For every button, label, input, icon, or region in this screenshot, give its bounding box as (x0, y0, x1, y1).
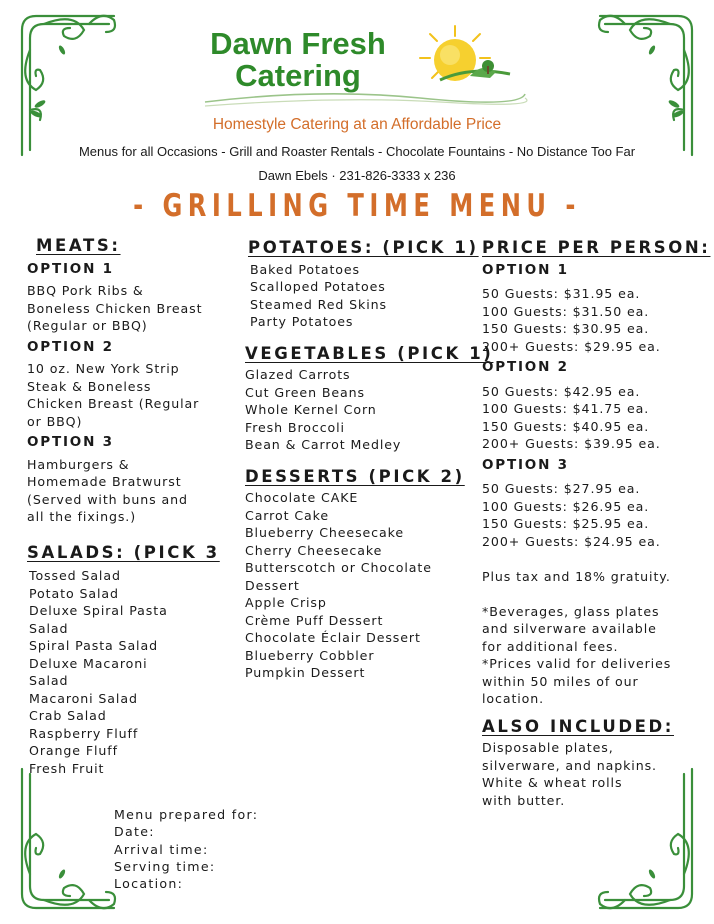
page-title: - GRILLING TIME MENU - (133, 188, 581, 224)
potato-item: Scalloped Potatoes (250, 279, 386, 294)
left-column (27, 237, 237, 777)
salads-heading: SALADS: (PICK 3 (27, 542, 220, 562)
meats-option-2-line: 10 oz. New York Strip (27, 361, 180, 376)
pricing-note-line: and silverware available (482, 621, 657, 636)
tax-note: Plus tax and 18% gratuity. (482, 569, 671, 584)
meats-heading: MEATS: (36, 236, 121, 255)
meats-option-2-line: or BBQ) (27, 413, 83, 429)
right-column (482, 238, 711, 809)
also-included-line: silverware, and napkins. (482, 757, 657, 773)
price-line: 100 Guests: $31.50 ea. (482, 303, 650, 319)
price-line: 150 Guests: $40.95 ea. (482, 418, 650, 434)
price-line: 150 Guests: $25.95 ea. (482, 516, 650, 531)
dessert-item: Cherry Cheesecake (245, 542, 383, 558)
pricing-note-line: for additional fees. (482, 638, 619, 654)
dessert-item: Crème Puff Dessert (245, 612, 384, 628)
pricing-note-line: within 50 miles of our (482, 673, 639, 689)
vegetable-item: Fresh Broccoli (245, 419, 345, 435)
salad-item: Macaroni Salad (29, 690, 138, 706)
dessert-item: Apple Crisp (245, 595, 327, 610)
dessert-item: Chocolate Éclair Dessert (245, 630, 421, 645)
salad-item: Spiral Pasta Salad (29, 638, 158, 653)
serving-time-label: Serving time: (114, 858, 216, 874)
price-line: 100 Guests: $41.75 ea. (482, 401, 650, 416)
dessert-item: Carrot Cake (245, 507, 330, 523)
dessert-item: Pumpkin Dessert (245, 665, 366, 680)
price-option-1-title: OPTION 1 (482, 261, 569, 278)
vegetable-item: Bean & Carrot Medley (245, 437, 402, 452)
vegetable-item: Whole Kernel Corn (245, 402, 377, 417)
potato-item: Party Potatoes (250, 314, 354, 329)
salad-item: Salad (29, 620, 69, 636)
meats-option-2-title: OPTION 2 (27, 338, 114, 355)
dessert-item: Chocolate CAKE (245, 490, 359, 505)
meats-option-1-line: BBQ Pork Ribs & (27, 283, 144, 298)
salad-item: Potato Salad (29, 585, 119, 601)
contact-line: Dawn Ebels · 231-826-3333 x 236 (258, 168, 456, 183)
middle-column (245, 238, 494, 682)
corner-vine-top-left (14, 10, 124, 160)
price-line: 100 Guests: $26.95 ea. (482, 498, 650, 514)
price-line: 200+ Guests: $29.95 ea. (482, 338, 661, 354)
vegetable-item: Cut Green Beans (245, 384, 366, 400)
meats-option-1-title: OPTION 1 (27, 260, 114, 277)
menu-prepared-for-label: Menu prepared for: (114, 807, 259, 822)
also-included-heading: ALSO INCLUDED: (482, 716, 674, 736)
price-line: 200+ Guests: $39.95 ea. (482, 436, 661, 451)
swoosh-divider (200, 86, 530, 110)
salad-item: Crab Salad (29, 708, 107, 723)
also-included-line: with butter. (482, 792, 566, 808)
corner-vine-top-right (590, 10, 700, 160)
corner-vine-bottom-left (14, 764, 124, 914)
salad-item: Fresh Fruit (29, 760, 105, 776)
salad-item: Deluxe Macaroni (29, 655, 148, 671)
sun-logo-icon (410, 22, 520, 92)
date-label: Date: (114, 824, 155, 840)
menu-form (114, 806, 258, 892)
meats-option-2-line: Steak & Boneless (27, 378, 152, 394)
salad-item: Deluxe Spiral Pasta (29, 603, 168, 618)
desserts-heading: DESSERTS (PICK 2) (245, 466, 465, 486)
pricing-note-line: location. (482, 691, 545, 706)
price-line: 50 Guests: $31.95 ea. (482, 286, 641, 301)
services-line: Menus for all Occasions - Grill and Roaster Rentals - Chocolate Fountains - No Distance Too Far (78, 144, 636, 159)
meats-option-3-line: Homemade Bratwurst (27, 474, 182, 489)
meats-option-3-line: all the fixings.) (27, 509, 137, 524)
dessert-item: Blueberry Cheesecake (245, 525, 405, 540)
salad-item: Salad (29, 673, 69, 688)
meats-option-3-title: OPTION 3 (27, 434, 114, 450)
potato-item: Baked Potatoes (250, 261, 361, 277)
brand-line-1: Dawn Fresh (210, 26, 386, 61)
meats-option-3-line: (Served with buns and (27, 491, 188, 507)
dessert-item: Blueberry Cobbler (245, 647, 375, 663)
price-line: 200+ Guests: $24.95 ea. (482, 533, 661, 549)
price-option-3-title: OPTION 3 (482, 456, 569, 473)
price-line: 50 Guests: $27.95 ea. (482, 481, 641, 496)
tagline: Homestyle Catering at an Affordable Price (212, 116, 502, 133)
meats-option-1-line: (Regular or BBQ) (27, 318, 148, 333)
dessert-item: Butterscotch or Chocolate (245, 560, 432, 575)
arrival-time-label: Arrival time: (114, 841, 209, 857)
dessert-item: Dessert (245, 577, 300, 593)
vegetables-heading: VEGETABLES (PICK 1) (245, 343, 494, 363)
salad-item: Tossed Salad (29, 568, 121, 583)
brand-line-2: Catering (235, 58, 361, 93)
also-included-line: White & wheat rolls (482, 775, 623, 790)
also-included-line: Disposable plates, (482, 740, 614, 755)
price-option-2-title: OPTION 2 (482, 359, 569, 375)
meats-option-2-line: Chicken Breast (Regular (27, 396, 200, 411)
salad-item: Raspberry Fluff (29, 725, 139, 741)
price-line: 50 Guests: $42.95 ea. (482, 383, 641, 399)
brand-logo-text (198, 28, 398, 92)
vegetable-item: Glazed Carrots (245, 367, 351, 382)
potatoes-heading: POTATOES: (PICK 1) (248, 238, 479, 257)
price-line: 150 Guests: $30.95 ea. (482, 321, 650, 336)
pricing-note-line: *Prices valid for deliveries (482, 656, 672, 671)
meats-option-1-line: Boneless Chicken Breast (27, 300, 203, 316)
pricing-note-line: *Beverages, glass plates (482, 603, 660, 619)
location-label: Location: (114, 876, 184, 892)
potato-item: Steamed Red Skins (250, 296, 387, 312)
salad-item: Orange Fluff (29, 743, 118, 758)
pricing-heading: PRICE PER PERSON: (482, 238, 711, 257)
meats-option-3-line: Hamburgers & (27, 456, 130, 472)
